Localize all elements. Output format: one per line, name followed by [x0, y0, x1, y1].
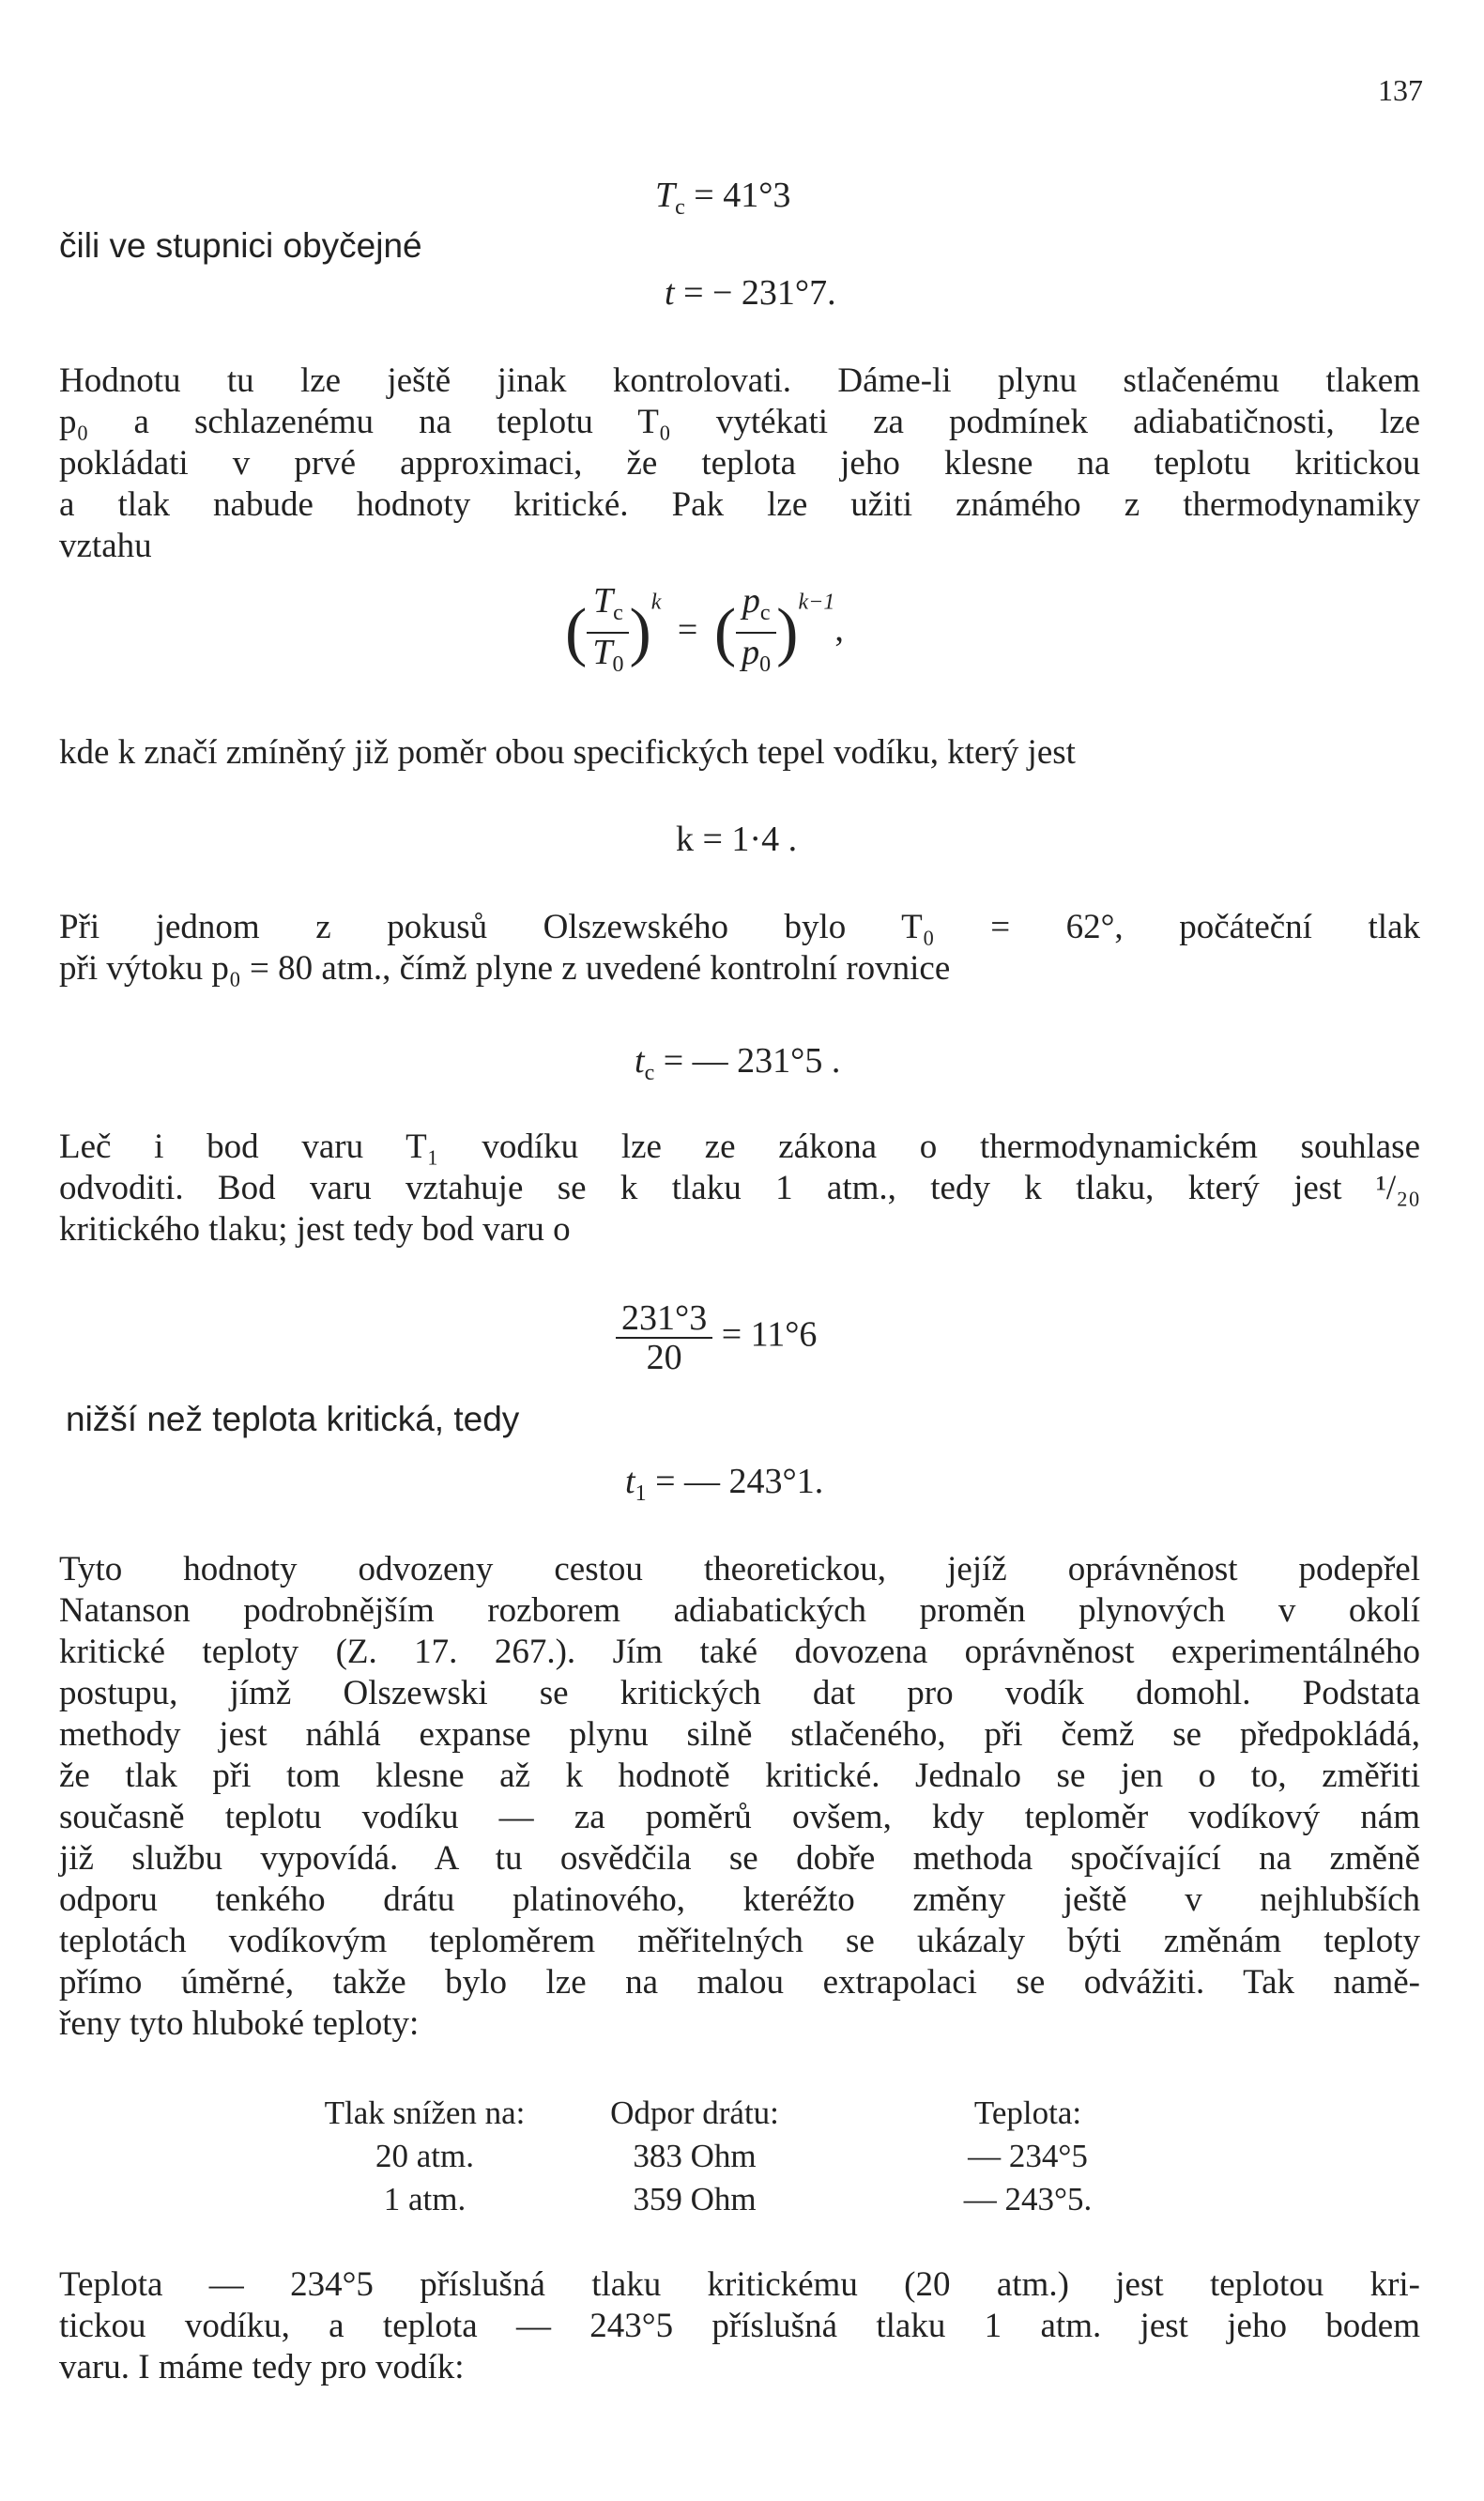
eq5-rhs: = 11°6 [721, 1314, 818, 1355]
eq5-fraction [616, 1299, 712, 1376]
para5-line: odporu tenkého drátu platinového, kteréžto změny ještě v nejhlubších [59, 1880, 1420, 1919]
para1-line: p₀ a schlazenému na teplotu T₀ vytékati za podmínek adiabatičnosti, lze [59, 403, 1420, 441]
label-lower-than-critical: nižší než teplota kritická, tedy [66, 1400, 520, 1438]
para1-line: a tlak nabude hodnoty kritické. Pak lze užiti známého z thermodynamiky [59, 485, 1420, 524]
eq6-rhs: = — 243°1. [655, 1462, 824, 1501]
para5-line: přímo úměrné, takže bylo lze na malou extrapolaci se odvážiti. Tak namě- [59, 1963, 1420, 2002]
para5-line: postupu, jímž Olszewski se kritických dat pro vodík domohl. Podstata [59, 1674, 1420, 1712]
formula-left-exponent: k [650, 590, 662, 615]
para4-line: kritického tlaku; jest tedy bod varu o [59, 1210, 571, 1249]
adiabatic-formula: ( $\frac{T_c}{T_0}$ )$^k$ = ( $\frac{p_c}{p_0}$ )$^{k-1}$, [565, 582, 844, 683]
table-cell: 383 Ohm [633, 2138, 757, 2174]
eq2-rhs: = − 231°7. [683, 273, 836, 313]
table-row [300, 2178, 1216, 2221]
equation-tc [635, 1040, 840, 1086]
formula-right-fraction: $\frac{p_c}{p_0}$ [736, 582, 776, 683]
formula-left-fraction: $\frac{T_c}{T_0}$ [587, 582, 629, 683]
para5-line: Natanson podrobnějším rozborem adiabatických proměn plynových v okolí [59, 1591, 1420, 1630]
para6-line: varu. I máme tedy pro vodík: [59, 2348, 465, 2386]
para6-line: tickou vodíku, a teplota — 243°5 příslušná tlaku 1 atm. jest jeho bodem [59, 2307, 1420, 2345]
table-cell: 359 Ohm [633, 2181, 757, 2217]
table-header: Teplota: [973, 2094, 1082, 2131]
equation-t1 [625, 1461, 823, 1507]
paragraph-4 [59, 1127, 1420, 1250]
page-number: 137 [1378, 73, 1423, 107]
eq6-lhs-sub: 1 [635, 1481, 647, 1506]
para5-line: kritické teploty (Z. 17. 267.). Jím také dovozena oprávněnost experimentálného [59, 1633, 1420, 1671]
table-header: Odpor drátu: [610, 2094, 779, 2131]
para1-line: pokládati v prvé approximaci, že teplota jeho klesne na teplotu kritickou [59, 444, 1420, 483]
para6-line: Teplota — 234°5 příslušná tlaku kritickému (20 atm.) jest teplotou kri- [59, 2265, 1420, 2304]
para1-line: vztahu [59, 527, 152, 565]
paragraph-2 [59, 732, 1420, 774]
para5-line: methody jest náhlá expanse plynu silně stlačeného, při čemž se předpokládá, [59, 1715, 1420, 1754]
para2-line: kde k značí zmíněný již poměr obou specifických tepel vodíku, který jest [59, 733, 1076, 772]
para4-line: odvoditi. Bod varu vztahuje se k tlaku 1 atm., tedy k tlaku, který jest ¹/₂₀ [59, 1169, 1420, 1207]
eq1-lhs: T [655, 176, 676, 215]
para3-line: při výtoku p₀ = 80 atm., čímž plyne z uvedené kontrolní rovnice [59, 949, 951, 988]
para5-line: již službu vypovídá. A tu osvědčila se dobře methoda spočívající na změně [59, 1839, 1420, 1878]
table-cell: — 234°5 [968, 2138, 1088, 2174]
equation-celsius-temp [665, 272, 836, 314]
formula-equals: = [677, 609, 698, 650]
para4-line: Leč i bod varu T₁ vodíku lze ze zákona o thermodynamickém souhlase [59, 1128, 1420, 1166]
table-cell: — 243°5. [963, 2181, 1093, 2217]
para5-line: teplotách vodíkovým teploměrem měřitelných se ukázaly býti změnám teploty [59, 1922, 1420, 1960]
formula-right-exponent: k−1 [798, 590, 835, 615]
table-header: Tlak snížen na: [324, 2094, 526, 2131]
eq1-lhs-sub: c [675, 195, 685, 220]
eq6-lhs: t [625, 1462, 635, 1501]
paragraph-1 [59, 361, 1420, 567]
eq4-lhs-sub: c [644, 1061, 655, 1085]
para5-line: že tlak při tom klesne až k hodnotě kritické. Jednalo se jen o to, změřiti [59, 1757, 1420, 1795]
equation-k: k = 1·4 . [676, 820, 798, 859]
temperature-table [300, 2092, 1216, 2221]
intro-label: čili ve stupnici obyčejné [59, 226, 422, 265]
para3-line: Při jednom z pokusů Olszewského bylo T₀ = 62°, počáteční tlak [59, 908, 1420, 946]
eq4-lhs: t [635, 1041, 645, 1081]
eq5-denominator: 20 [646, 1338, 682, 1377]
eq4-rhs: = — 231°5 . [663, 1041, 841, 1081]
table-header-row [300, 2092, 1216, 2135]
paragraph-6 [59, 2264, 1420, 2388]
eq1-rhs: = 41°3 [694, 176, 791, 215]
equation-fraction [616, 1299, 817, 1376]
para5-line: současně teplotu vodíku — za poměrů ovšem, kdy teploměr vodíkový nám [59, 1798, 1420, 1836]
table-row [300, 2135, 1216, 2178]
para5-line: Tyto hodnoty odvozeny cestou theoretickou, jejíž oprávněnost podepřel [59, 1550, 1420, 1588]
table-cell: 1 atm. [383, 2181, 467, 2217]
formula-trail: , [834, 609, 844, 650]
para1-line: Hodnotu tu lze ještě jinak kontrolovati. Dáme-li plynu stlačenému tlakem [59, 361, 1420, 400]
paragraph-3 [59, 907, 1420, 990]
table-cell: 20 atm. [375, 2138, 474, 2174]
paragraph-5 [59, 1549, 1420, 2045]
para5-line: řeny tyto hluboké teploty: [59, 2004, 420, 2043]
eq2-lhs: t [665, 273, 675, 313]
equation-critical-temp [655, 175, 790, 221]
eq5-numerator: 231°3 [616, 1299, 712, 1339]
